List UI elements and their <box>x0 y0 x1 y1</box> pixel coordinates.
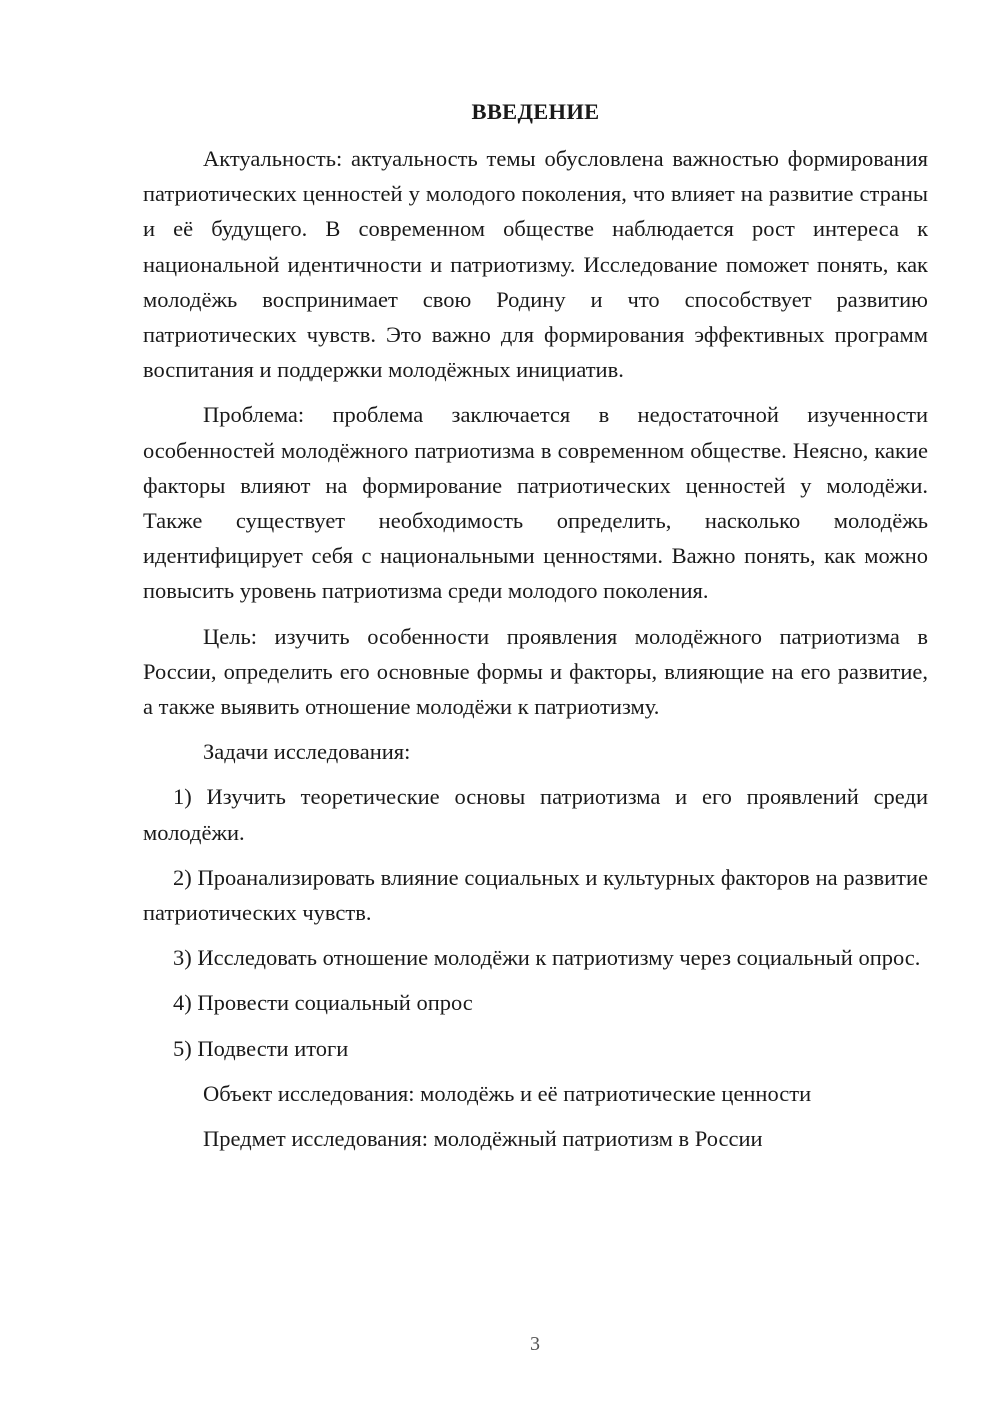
research-object: Объект исследования: молодёжь и её патриотические ценности <box>203 1080 812 1106</box>
task-item-3: 3) Исследовать отношение молодёжи к патриотизму через социальный опрос. <box>173 945 921 971</box>
relevance-paragraph: Актуальность: актуальность темы обусловлена важностью формирования патриотических ценностей у молодого поколения, что влияет на развитие страны и её будущего. В современном обществе наблюдается рост интереса к национальной идентичности и патриотизму. Исследование поможет понять, как молодёжь воспринимает свою Родину и что способствует развитию патриотических чувств. Это важно для формирования эффективных программ воспитания и поддержки молодёжных инициатив. <box>143 146 928 383</box>
page-number: 3 <box>530 1333 540 1355</box>
tasks-list <box>143 779 928 1065</box>
tasks-heading: Задачи исследования: <box>203 739 411 765</box>
problem-paragraph: Проблема: проблема заключается в недостаточной изученности особенностей молодёжного патриотизма в современном обществе. Неясно, какие факторы влияют на формирование патриотических ценностей у молодёжи. Также существует необходимость определить, насколько молодёжь идентифицирует себя с национальными ценностями. Важно понять, как можно повысить уровень патриотизма среди молодого поколения. <box>143 402 928 604</box>
task-item-5: 5) Подвести итоги <box>173 1035 349 1061</box>
goal-paragraph: Цель: изучить особенности проявления молодёжного патриотизма в России, определить его основные формы и факторы, влияющие на его развитие, а также выявить отношение молодёжи к патриотизму. <box>143 623 928 720</box>
task-item-1: 1) Изучить теоретические основы патриотизма и его проявлений среди молодёжи. <box>143 784 928 845</box>
task-item-4: 4) Провести социальный опрос <box>173 990 473 1016</box>
document-page <box>143 94 928 1166</box>
task-item-2: 2) Проанализировать влияние социальных и культурных факторов на развитие патриотических чувств. <box>143 864 928 926</box>
section-title: ВВЕДЕНИЕ <box>471 99 600 124</box>
research-subject: Предмет исследования: молодёжный патриотизм в России <box>203 1126 763 1152</box>
